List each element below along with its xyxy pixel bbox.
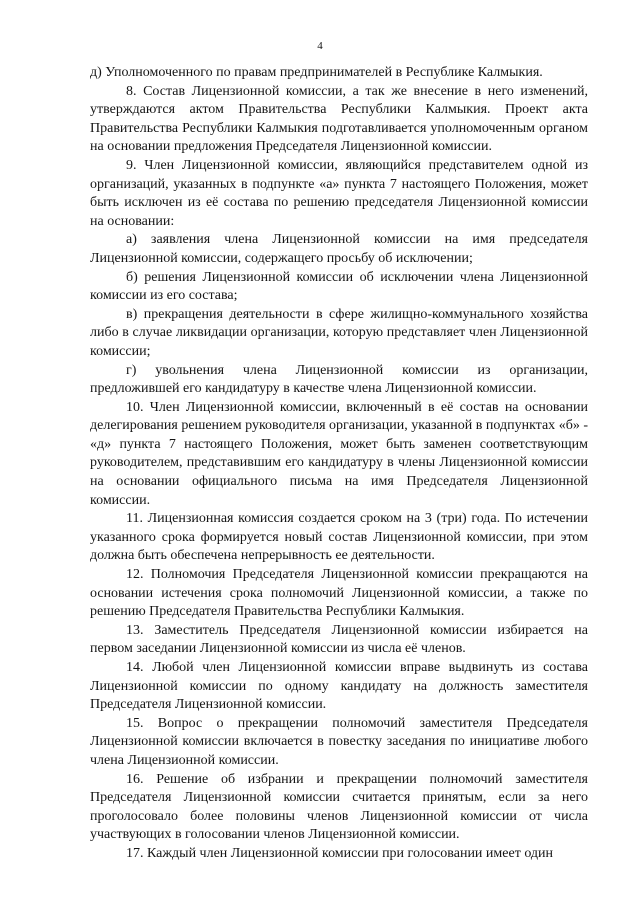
paragraph-9-b: б) решения Лицензионной комиссии об исключении члена Лицензионной комиссии из его состава; <box>90 269 588 304</box>
paragraph-17: 17. Каждый член Лицензионной комиссии при голосовании имеет один <box>126 845 554 861</box>
paragraph-9: 9. Член Лицензионной комиссии, являющийся представителем одной из организаций, указанных в подпункте «а» пункта 7 настоящего Положения, может быть исключен из её состава по решению председателя Лицензионной комиссии на основании: <box>90 157 588 229</box>
paragraph-12: 12. Полномочия Председателя Лицензионной комиссии прекращаются на основании истечения срока полномочий Лицензионной комиссии, а также по решению Председателя Правительства Республики Калмыкия. <box>90 567 588 620</box>
paragraph-16: 16. Решение об избрании и прекращении полномочий заместителя Председателя Лицензионной комиссии считается принятым, если за него проголосовало более половины членов Лицензионной комиссии от числа участвующих в голосовании членов Лицензионной комиссии. <box>90 771 588 843</box>
paragraph-10: 10. Член Лицензионной комиссии, включенный в её состав на основании делегирования решением руководителя организации, указанной в подпунктах «б» - «д» пункта 7 настоящего Положения, может быть заменен соответствующим руководителем, представившим его кандидатуру в члены Лицензионной комиссии на основании официального письма на имя Председателя Лицензионной комиссии. <box>90 399 588 508</box>
paragraph-11: 11. Лицензионная комиссия создается сроком на 3 (три) года. По истечении указанного срока формируется новый состав Лицензионной комиссии, при этом должна быть обеспечена непрерывность ее деятельности. <box>90 511 588 564</box>
paragraph-8: 8. Состав Лицензионной комиссии, а так же внесение в него изменений, утверждаются актом Правительства Республики Калмыкия. Проект акта Правительства Республики Калмыкия подготавливается уполномоченным органом на основании предложения Председателя Лицензионной комиссии. <box>90 83 588 155</box>
page-number: 4 <box>317 40 323 52</box>
paragraph-14: 14. Любой член Лицензионной комиссии вправе выдвинуть из состава Лицензионной комиссии по одному кандидату на должность заместителя Председателя Лицензионной комиссии. <box>90 660 588 713</box>
paragraph-15: 15. Вопрос о прекращении полномочий заместителя Председателя Лицензионной комиссии включается в повестку заседания по инициативе любого члена Лицензионной комиссии. <box>90 715 588 768</box>
paragraph-13: 13. Заместитель Председателя Лицензионной комиссии избирается на первом заседании Лицензионной комиссии из числа её членов. <box>90 622 588 657</box>
paragraph-9-a: а) заявления члена Лицензионной комиссии на имя председателя Лицензионной комиссии, содержащего просьбу об исключении; <box>90 232 588 266</box>
paragraph-d-ombudsman: д) Уполномоченного по правам предпринимателей в Республике Калмыкия. <box>90 65 543 80</box>
paragraph-9-v: в) прекращения деятельности в сфере жилищно-коммунального хозяйства либо в случае ликвидации организации, которую представляет член Лицензионной комиссии; <box>90 306 588 359</box>
paragraph-9-g: г) увольнения члена Лицензионной комиссии из организации, предложившей его кандидатуру в качестве члена Лицензионной комиссии. <box>90 362 588 397</box>
document-body <box>90 64 588 864</box>
